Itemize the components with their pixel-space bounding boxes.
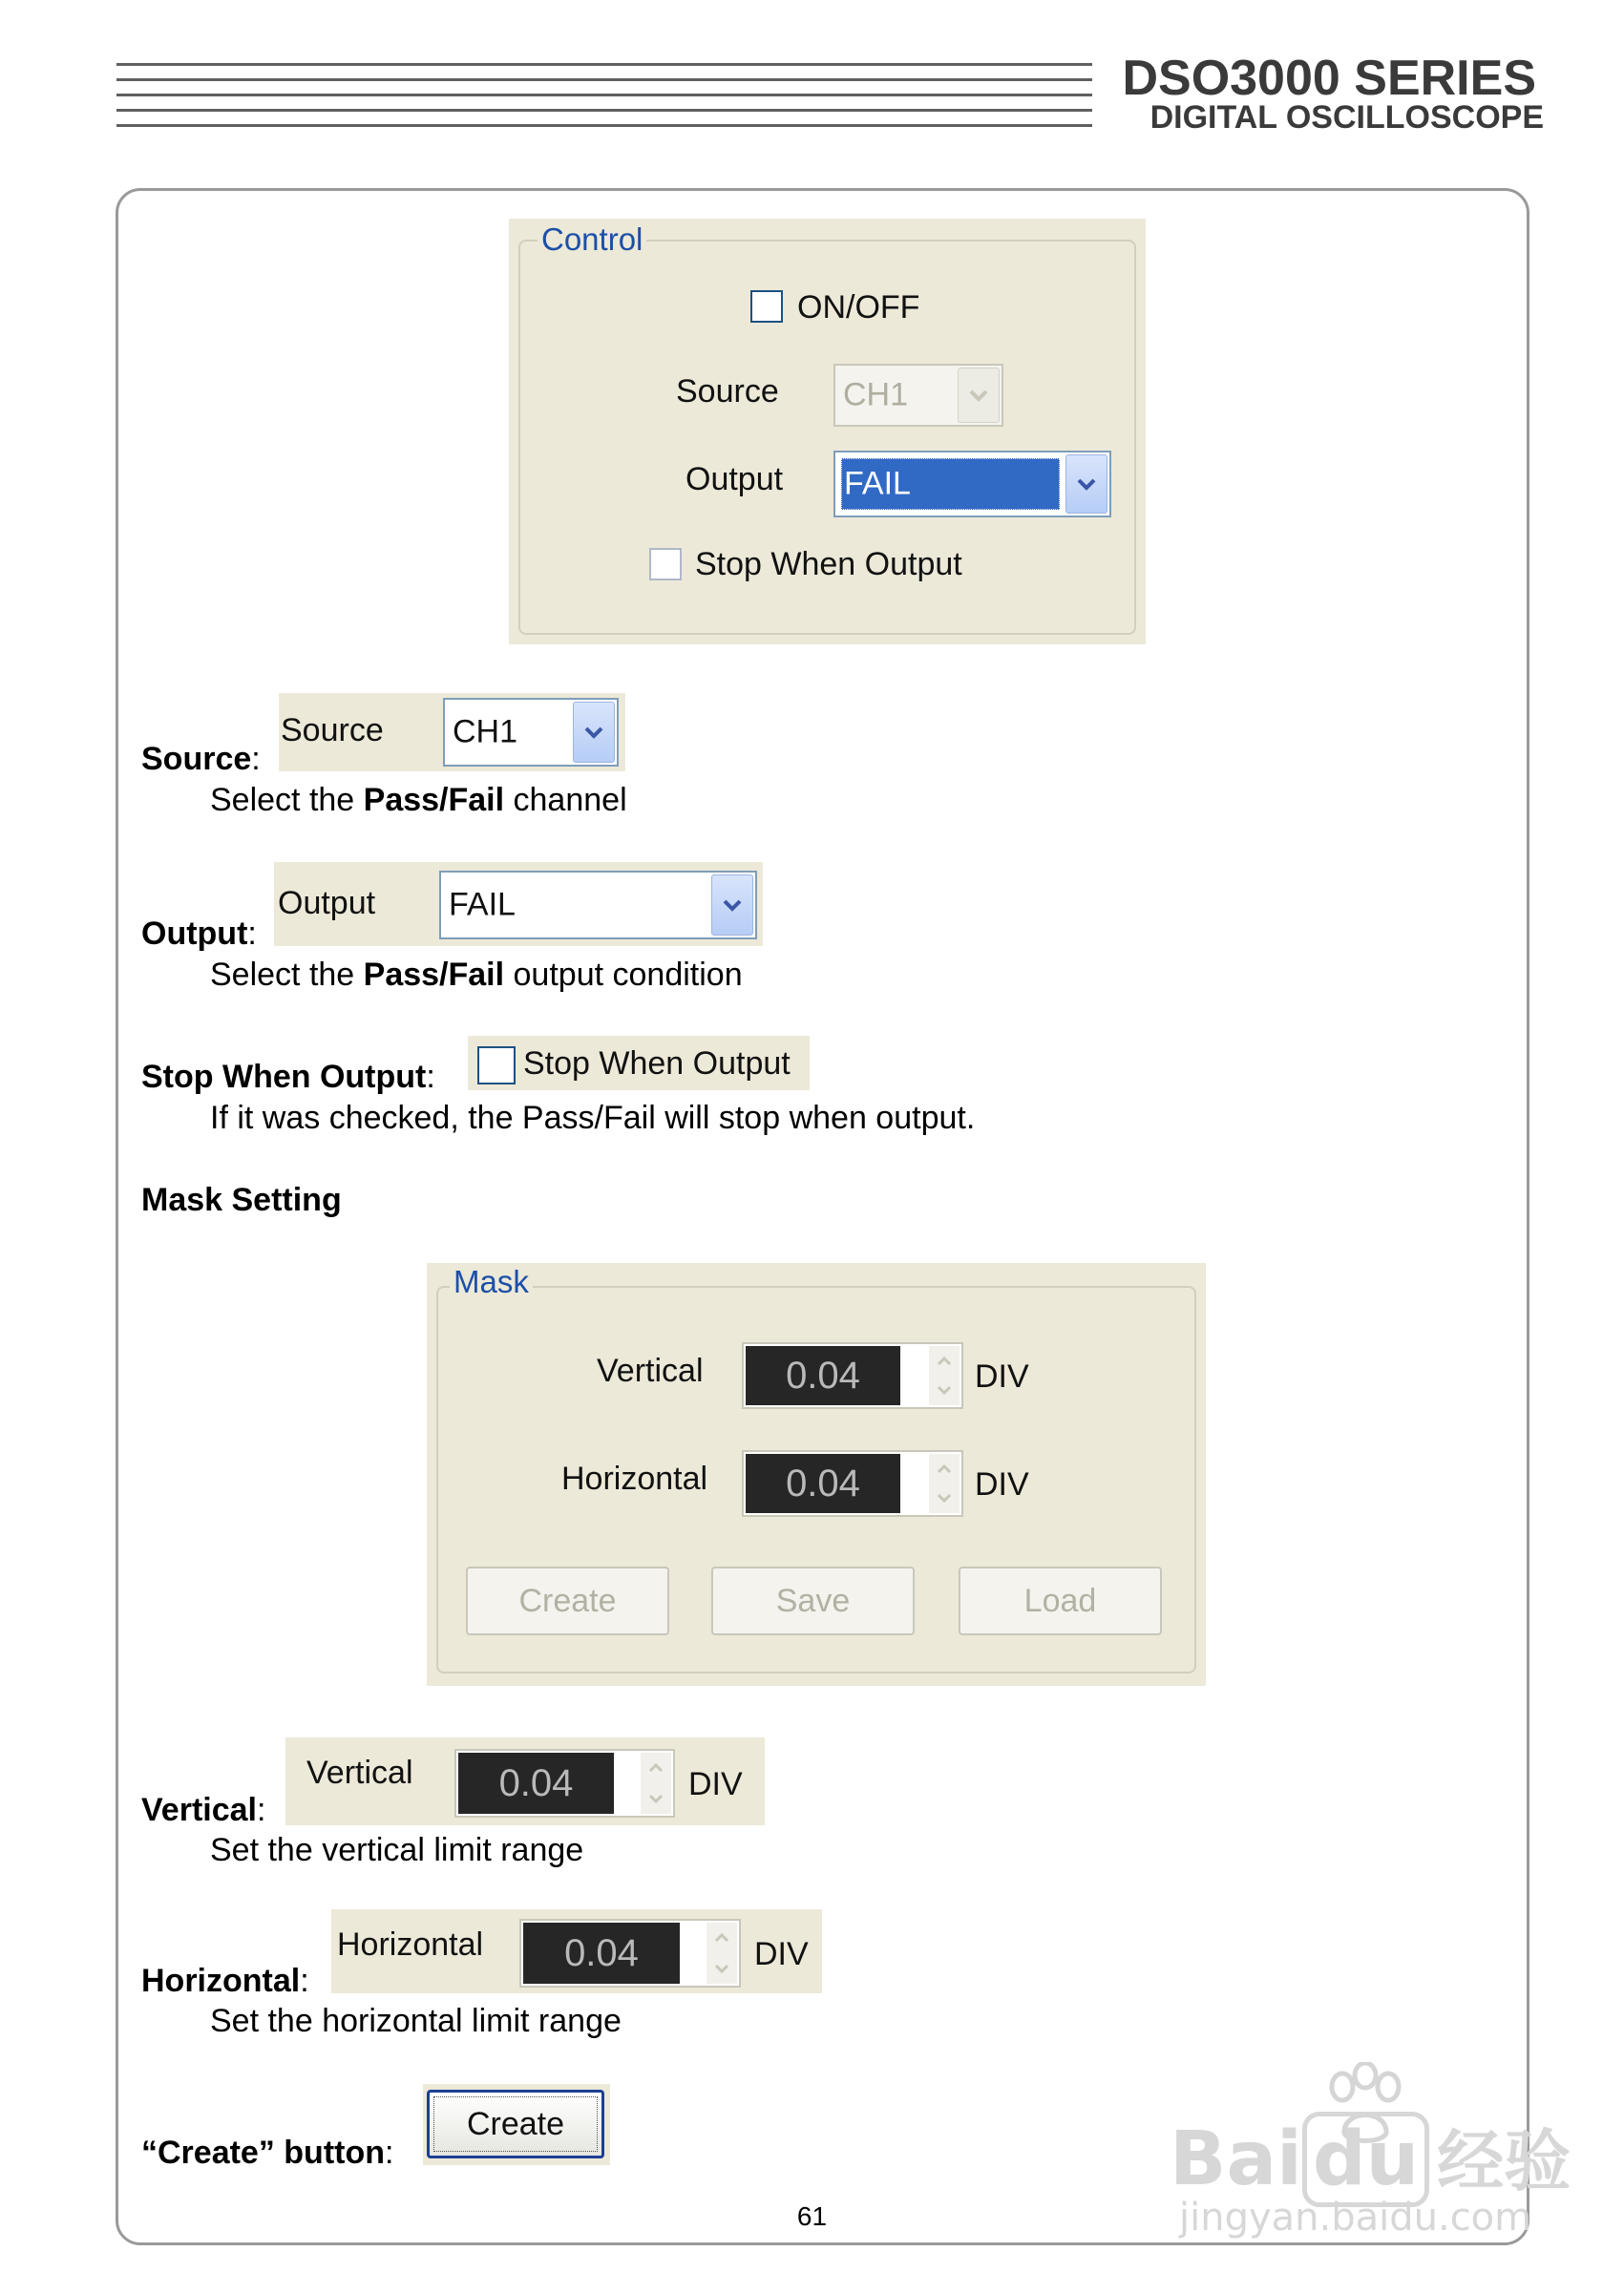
arrow-up-icon[interactable] [936, 1463, 953, 1475]
output-dropdown-value: FAIL [844, 465, 911, 502]
chevron-down-icon [1076, 477, 1097, 491]
control-panel [509, 219, 1146, 644]
vertical-widget-unit: DIV [688, 1766, 743, 1802]
stop-when-output-label: Stop When Output [695, 546, 962, 582]
mask-legend: Mask [450, 1264, 533, 1300]
output-dropdown-selection [841, 458, 1060, 510]
vertical-description: Set the vertical limit range [210, 1832, 584, 1868]
horizontal-widget [331, 1909, 822, 1993]
create-button-term: “Create” button: [141, 2135, 394, 2171]
watermark-brand: Bai du 经验 [1170, 2108, 1571, 2204]
stop-when-output-widget [468, 1036, 810, 1090]
stop-when-output-widget-label: Stop When Output [523, 1045, 791, 1082]
source-label: Source [676, 373, 779, 410]
mask-panel [427, 1263, 1206, 1686]
vertical-widget [285, 1737, 765, 1825]
source-description: Select the Pass/Fail channel [210, 782, 627, 818]
mask-vertical-label: Vertical [597, 1353, 704, 1389]
horizontal-widget-label: Horizontal [337, 1926, 484, 1963]
mask-vertical-spin-arrows[interactable] [929, 1346, 960, 1405]
arrow-up-icon[interactable] [936, 1356, 953, 1367]
output-widget-label: Output [278, 885, 376, 921]
output-widget-dropdown-button[interactable] [711, 874, 753, 936]
arrow-down-icon[interactable] [936, 1492, 953, 1504]
create-button-label: Create [466, 2105, 565, 2142]
mask-horizontal-spinner[interactable] [742, 1450, 963, 1517]
chevron-down-icon [722, 898, 743, 912]
arrow-down-icon[interactable] [936, 1384, 953, 1396]
output-widget [274, 862, 763, 946]
output-description: Select the Pass/Fail output condition [210, 957, 743, 993]
mask-create-button[interactable]: Create [466, 1567, 669, 1635]
source-widget [279, 693, 625, 771]
create-button-focus-ring [433, 2096, 598, 2152]
output-dropdown[interactable] [833, 451, 1111, 517]
source-widget-dropdown-button[interactable] [573, 702, 615, 763]
header-subtitle: DIGITAL OSCILLOSCOPE [1149, 99, 1544, 136]
chevron-down-icon [968, 389, 989, 402]
onoff-checkbox[interactable] [750, 290, 783, 323]
source-widget-dropdown[interactable] [443, 698, 619, 767]
header-rule-4 [116, 109, 1092, 112]
vertical-widget-value: 0.04 [458, 1753, 614, 1814]
stop-when-output-checkbox[interactable] [649, 548, 682, 580]
mask-save-button[interactable]: Save [711, 1567, 915, 1635]
source-dropdown[interactable] [833, 364, 1003, 427]
vertical-term: Vertical: [141, 1792, 266, 1828]
output-widget-dropdown[interactable] [439, 871, 757, 939]
vertical-widget-spin-arrows[interactable] [641, 1753, 671, 1814]
header-rule-2 [116, 78, 1092, 81]
horizontal-term: Horizontal: [141, 1963, 309, 1999]
source-widget-label: Source [281, 712, 384, 748]
header-series-title: DSO3000 SERIES [1122, 51, 1536, 106]
mask-setting-heading: Mask Setting [141, 1182, 342, 1218]
header-rule-3 [116, 94, 1092, 96]
vertical-widget-label: Vertical [306, 1755, 413, 1791]
output-label: Output [685, 461, 784, 497]
mask-load-button[interactable]: Load [959, 1567, 1162, 1635]
stop-when-output-widget-checkbox[interactable] [477, 1046, 516, 1084]
arrow-up-icon[interactable] [713, 1932, 730, 1944]
mask-vertical-value: 0.04 [746, 1346, 900, 1405]
source-dropdown-button[interactable] [958, 368, 1000, 423]
stop-when-output-description: If it was checked, the Pass/Fail will stop when output. [210, 1100, 976, 1136]
source-widget-value: CH1 [453, 713, 518, 750]
mask-horizontal-spin-arrows[interactable] [929, 1454, 960, 1513]
horizontal-description: Set the horizontal limit range [210, 2003, 622, 2039]
mask-horizontal-unit: DIV [975, 1466, 1029, 1503]
horizontal-widget-spinner[interactable] [519, 1919, 741, 1988]
arrow-up-icon[interactable] [647, 1762, 664, 1774]
vertical-widget-spinner[interactable] [454, 1749, 675, 1818]
source-dropdown-value: CH1 [843, 376, 909, 413]
control-legend: Control [538, 221, 646, 258]
create-button-widget [423, 2084, 610, 2165]
output-widget-value: FAIL [449, 886, 516, 923]
watermark-url: jingyan.baidu.com [1179, 2196, 1532, 2240]
mask-horizontal-label: Horizontal [561, 1461, 708, 1497]
page-number: 61 [796, 2201, 828, 2231]
onoff-label: ON/OFF [797, 289, 920, 326]
mask-vertical-spinner[interactable] [742, 1342, 963, 1409]
source-term: Source: [141, 741, 261, 777]
output-term: Output: [141, 916, 257, 952]
stop-when-output-term: Stop When Output: [141, 1059, 435, 1095]
create-button[interactable] [427, 2090, 604, 2158]
horizontal-widget-spin-arrows[interactable] [707, 1923, 737, 1984]
horizontal-widget-value: 0.04 [523, 1923, 680, 1984]
mask-vertical-unit: DIV [975, 1358, 1029, 1395]
chevron-down-icon [583, 726, 604, 739]
arrow-down-icon[interactable] [647, 1793, 664, 1804]
header-rule-1 [116, 63, 1092, 66]
mask-horizontal-value: 0.04 [746, 1454, 900, 1513]
arrow-down-icon[interactable] [713, 1963, 730, 1974]
horizontal-widget-unit: DIV [754, 1936, 809, 1972]
watermark [1160, 2062, 1571, 2243]
header-rule-5 [116, 124, 1092, 127]
output-dropdown-button[interactable] [1065, 454, 1107, 514]
